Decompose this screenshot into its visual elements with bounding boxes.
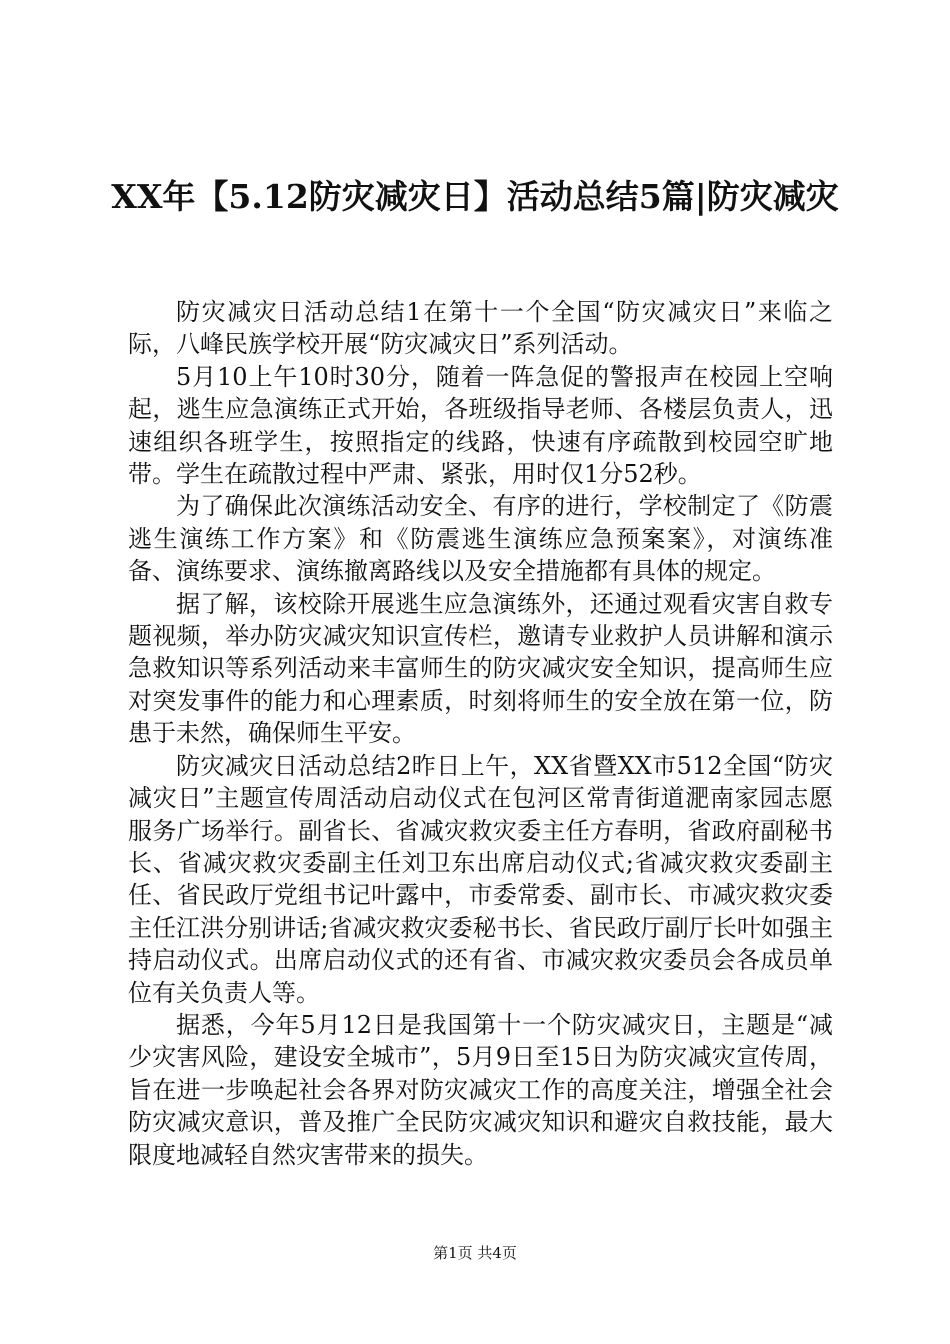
document-title: XX年【5.12防灾减灾日】活动总结5篇|防灾减灾 [111, 177, 839, 216]
paragraph-1: 防灾减灾日活动总结1在第十一个全国“防灾减灾日”来临之际，八峰民族学校开展“防灾减灾日”系列活动。 [128, 298, 833, 359]
page-footer: 第1页 共4页 [433, 1244, 517, 1262]
paragraph-4: 据了解，该校除开展逃生应急演练外，还通过观看灾害自救专题视频，举办防灾减灾知识宣传栏，邀请专业救护人员讲解和演示急救知识等系列活动来丰富师生的防灾减灾安全知识，提高师生应对突发事件的能力和心理素质，时刻将师生的安全放在第一位，防患于未然，确保师生平安。 [128, 589, 833, 748]
paragraph-2: 5月10上午10时30分，随着一阵急促的警报声在校园上空响起，逃生应急演练正式开始，各班级指导老师、各楼层负责人，迅速组织各班学生，按照指定的线路，快速有序疏散到校园空旷地带。学生在疏散过程中严肃、紧张，用时仅1分52秒。 [128, 362, 833, 489]
paragraph-6: 据悉，今年5月12日是我国第十一个防灾减灾日，主题是“减少灾害风险，建设安全城市”，5月9日至15日为防灾减灾宣传周，旨在进一步唤起社会各界对防灾减灾工作的高度关注，增强全社会防灾减灾意识，普及推广全民防灾减灾知识和避灾自救技能，最大限度地减轻自然灾害带来的损失。 [128, 1010, 833, 1169]
document-body [128, 296, 833, 1171]
paragraph-3: 为了确保此次演练活动安全、有序的进行，学校制定了《防震逃生演练工作方案》和《防震逃生演练应急预案案》，对演练准备、演练要求、演练撤离路线以及安全措施都有具体的规定。 [128, 492, 833, 586]
paragraph-5: 防灾减灾日活动总结2昨日上午，XX省暨XX市512全国“防灾减灾日”主题宣传周活动启动仪式在包河区常青街道淝南家园志愿服务广场举行。副省长、省减灾救灾委主任方春明，省政府副秘书长、省减灾救灾委副主任刘卫东出席启动仪式;省减灾救灾委副主任、省民政厅党组书记叶露中，市委常委、副市长、市减灾救灾委主任江洪分别讲话;省减灾救灾委秘书长、省民政厅副厅长叶如强主持启动仪式。出席启动仪式的还有省、市减灾救灾委员会各成员单位有关负责人等。 [128, 751, 833, 1007]
